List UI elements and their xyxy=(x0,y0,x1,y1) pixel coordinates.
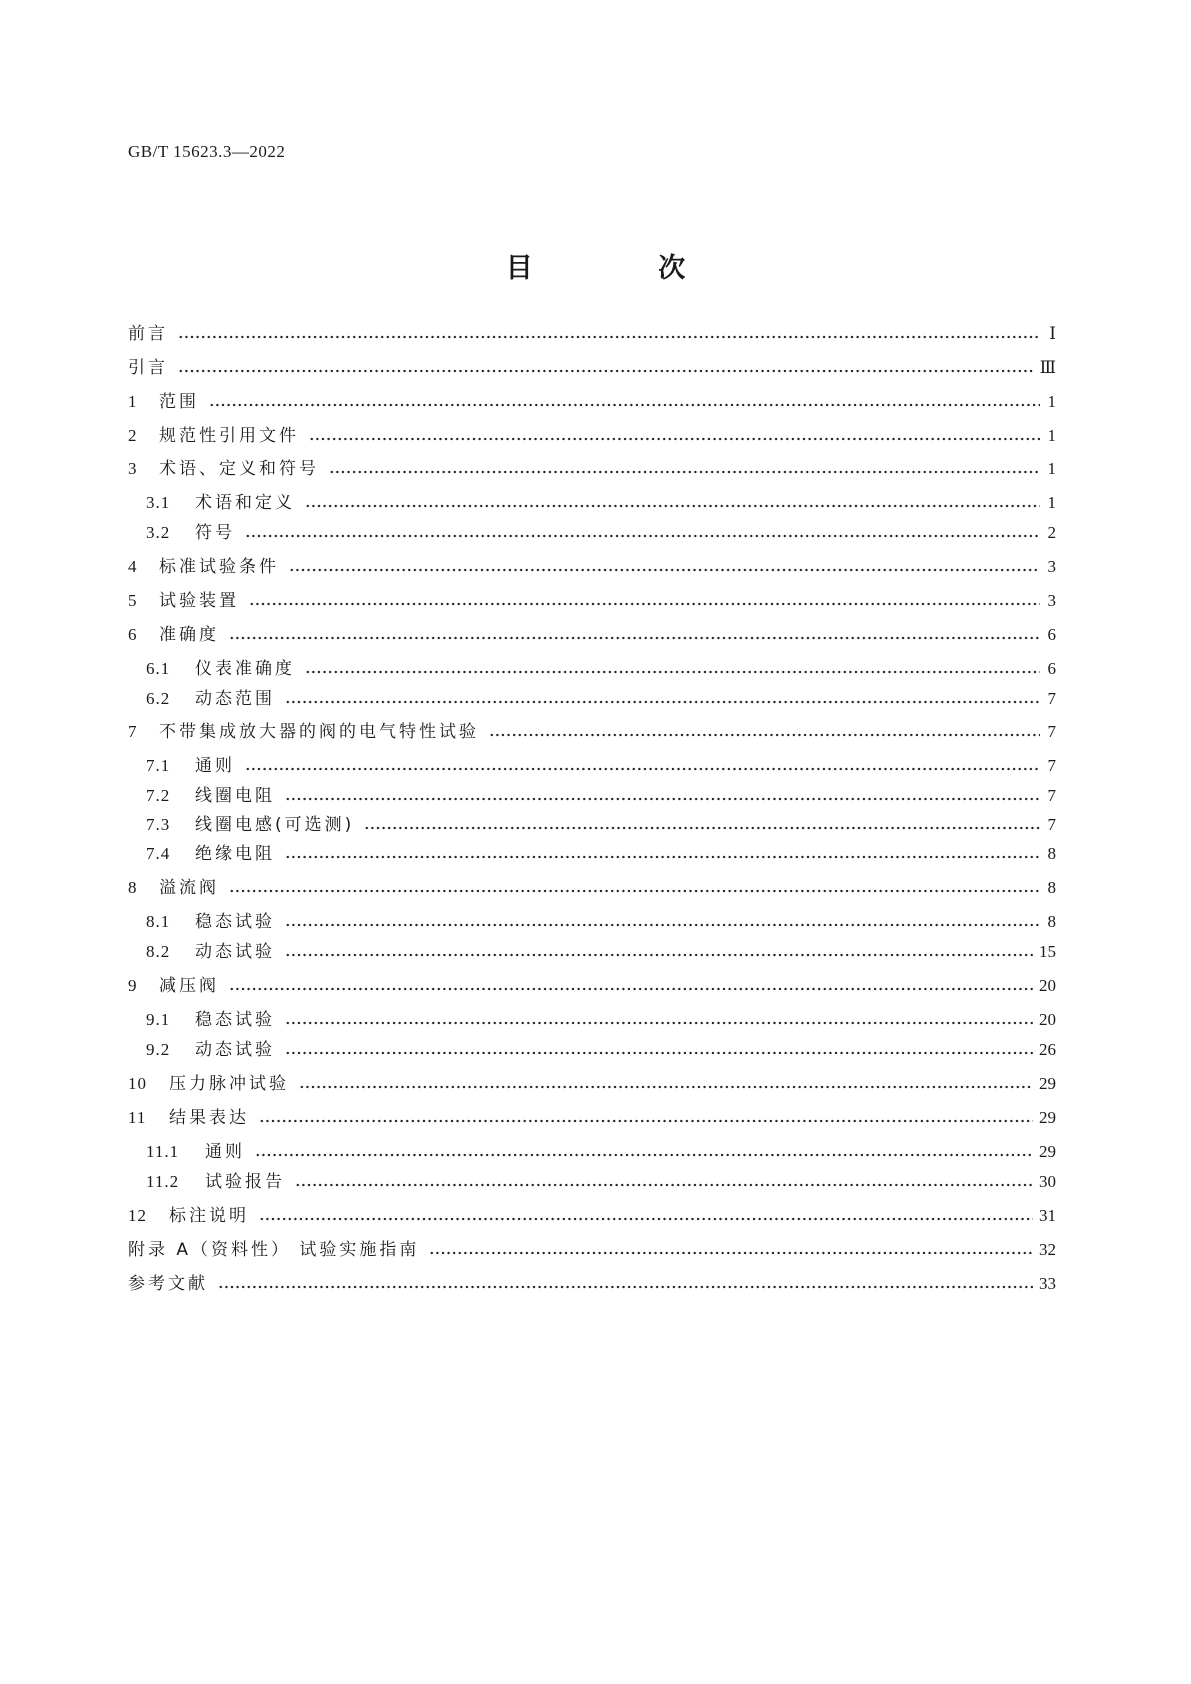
toc-leader xyxy=(285,1020,1033,1026)
toc-entry-number: 11 xyxy=(128,1108,147,1127)
toc-entry-number: 9 xyxy=(128,976,138,995)
toc-entry-text: 引言 xyxy=(128,358,168,378)
toc-entry[interactable] xyxy=(146,487,1056,513)
toc-entry-text: 范围 xyxy=(159,392,199,412)
toc-entry-page: Ⅲ xyxy=(1039,358,1056,377)
toc-leader xyxy=(209,402,1040,408)
toc-entry-number: 9.2 xyxy=(146,1040,171,1059)
toc-entry[interactable] xyxy=(128,1102,1056,1128)
toc-entry-page: 6 xyxy=(1047,625,1056,644)
toc-entry-number: 7.3 xyxy=(146,815,171,834)
toc-entry-page: 7 xyxy=(1047,689,1056,708)
toc-entry-text: 稳态试验 xyxy=(195,1010,275,1030)
toc-entry[interactable] xyxy=(146,1034,1056,1060)
toc-entry-text: 稳态试验 xyxy=(195,912,275,932)
toc-entry-number: 7.2 xyxy=(146,786,171,805)
toc-entry-number: 6 xyxy=(128,625,138,644)
toc-entry-number: 7 xyxy=(128,722,138,741)
toc-entry-page: 30 xyxy=(1039,1172,1056,1191)
toc-entry-page: 31 xyxy=(1039,1206,1056,1225)
toc-entry[interactable] xyxy=(146,683,1056,709)
toc-entry-page: 7 xyxy=(1047,786,1056,805)
toc-entry[interactable] xyxy=(146,780,1056,806)
toc-entry-text: 溢流阀 xyxy=(159,878,219,898)
toc-entry[interactable] xyxy=(128,1200,1056,1226)
toc-entry[interactable] xyxy=(146,1004,1056,1030)
toc-leader xyxy=(285,952,1033,958)
toc-entry-number: 12 xyxy=(128,1206,147,1225)
toc-leader xyxy=(329,469,1040,475)
toc-entry-page: Ⅰ xyxy=(1049,324,1056,343)
toc-entry-page: 1 xyxy=(1047,426,1056,445)
toc-entry-page: 20 xyxy=(1039,1010,1056,1029)
toc-entry-text: 绝缘电阻 xyxy=(195,844,275,864)
toc-entry-text: 不带集成放大器的阀的电气特性试验 xyxy=(159,722,479,742)
toc-entry-text: 压力脉冲试验 xyxy=(169,1074,289,1094)
toc-entry-text: 减压阀 xyxy=(159,976,219,996)
toc-entry-number: 7.1 xyxy=(146,756,171,775)
toc-entry-text: 动态范围 xyxy=(195,689,275,709)
toc-entry[interactable] xyxy=(146,809,1056,835)
toc-entry-text: 参考文献 xyxy=(128,1274,208,1294)
toc-entry-page: 29 xyxy=(1039,1142,1056,1161)
toc-entry-page: 3 xyxy=(1047,591,1056,610)
toc-entry-number: 3 xyxy=(128,459,138,478)
toc-entry-text: 试验装置 xyxy=(159,591,239,611)
toc-entry[interactable] xyxy=(128,1068,1056,1094)
toc-entry-page: 29 xyxy=(1039,1074,1056,1093)
toc-leader xyxy=(305,503,1040,509)
toc-entry-number: 1 xyxy=(128,392,138,411)
toc-leader xyxy=(364,825,1040,831)
toc-entry-text: 线圈电感(可选测) xyxy=(195,815,355,835)
toc-entry[interactable] xyxy=(128,420,1056,446)
toc-entry[interactable] xyxy=(128,551,1056,577)
toc-entry-text: 动态试验 xyxy=(195,1040,275,1060)
toc-entry-page: 7 xyxy=(1047,815,1056,834)
toc-entry[interactable] xyxy=(128,1234,1056,1260)
toc-entry-page: 7 xyxy=(1047,756,1056,775)
toc-leader xyxy=(285,699,1040,705)
toc-entry[interactable] xyxy=(146,750,1056,776)
toc-entry-number: 4 xyxy=(128,557,138,576)
toc-entry[interactable] xyxy=(146,517,1056,543)
toc-entry-page: 8 xyxy=(1047,912,1056,931)
toc-entry-page: 2 xyxy=(1047,523,1056,542)
toc-leader xyxy=(305,669,1040,675)
toc-entry-number: 5 xyxy=(128,591,138,610)
toc-entry-number: 8.2 xyxy=(146,942,171,961)
toc-leader xyxy=(489,732,1040,738)
toc-entry-number: 9.1 xyxy=(146,1010,171,1029)
toc-entry-text: 规范性引用文件 xyxy=(159,426,299,446)
toc-leader xyxy=(218,1284,1033,1290)
toc-leader xyxy=(429,1250,1033,1256)
toc-entry[interactable] xyxy=(146,936,1056,962)
toc-leader xyxy=(285,1050,1033,1056)
toc-entry-text: 试验报告 xyxy=(205,1172,285,1192)
toc-entry[interactable] xyxy=(128,386,1056,412)
toc-leader xyxy=(245,533,1040,539)
toc-entry[interactable] xyxy=(146,906,1056,932)
toc-entry-text: 仪表准确度 xyxy=(195,659,295,679)
toc-entry[interactable] xyxy=(128,352,1056,378)
toc-entry-text: 前言 xyxy=(128,324,168,344)
toc-entry-number: 11.1 xyxy=(146,1142,180,1161)
toc-entry-page: 1 xyxy=(1047,493,1056,512)
toc-entry-number: 3.1 xyxy=(146,493,171,512)
toc-leader xyxy=(259,1216,1033,1222)
toc-entry-page: 1 xyxy=(1047,392,1056,411)
toc-entry-text: 结果表达 xyxy=(169,1108,249,1128)
toc-entry[interactable] xyxy=(128,716,1056,742)
toc-leader xyxy=(295,1182,1033,1188)
toc-entry-page: 32 xyxy=(1039,1240,1056,1259)
toc-entry-page: 33 xyxy=(1039,1274,1056,1293)
toc-entry[interactable] xyxy=(146,838,1056,864)
toc-leader xyxy=(229,986,1033,992)
toc-leader xyxy=(229,888,1040,894)
toc-leader xyxy=(245,766,1040,772)
toc-entry-text: 附录 A（资料性） 试验实施指南 xyxy=(128,1240,420,1260)
toc-entry[interactable] xyxy=(128,585,1056,611)
standard-code: GB/T 15623.3—2022 xyxy=(128,142,286,161)
toc-entry[interactable] xyxy=(128,872,1056,898)
toc-entry-number: 6.1 xyxy=(146,659,171,678)
toc-entry[interactable] xyxy=(146,653,1056,679)
toc-entry-text: 符号 xyxy=(195,523,235,543)
toc-entry-page: 1 xyxy=(1047,459,1056,478)
toc-leader xyxy=(299,1084,1033,1090)
toc-entry-number: 8.1 xyxy=(146,912,171,931)
toc-leader xyxy=(229,635,1040,641)
toc-leader xyxy=(255,1152,1033,1158)
toc-entry-page: 3 xyxy=(1047,557,1056,576)
toc-entry[interactable] xyxy=(146,1136,1056,1162)
toc-leader xyxy=(285,922,1040,928)
toc-entry[interactable] xyxy=(128,453,1056,479)
toc-leader xyxy=(309,436,1040,442)
toc-entry-text: 术语、定义和符号 xyxy=(159,459,319,479)
toc-entry-number: 7.4 xyxy=(146,844,171,863)
toc-entry-text: 线圈电阻 xyxy=(195,786,275,806)
toc-entry-number: 10 xyxy=(128,1074,147,1093)
toc-leader xyxy=(285,854,1040,860)
toc-entry-page: 8 xyxy=(1047,878,1056,897)
toc-entry-text: 标准试验条件 xyxy=(159,557,279,577)
toc-entry-page: 15 xyxy=(1039,942,1056,961)
toc-entry-text: 动态试验 xyxy=(195,942,275,962)
toc-entry-text: 通则 xyxy=(195,756,235,776)
toc-entry-text: 通则 xyxy=(205,1142,245,1162)
toc-entry-number: 8 xyxy=(128,878,138,897)
toc-entry-page: 29 xyxy=(1039,1108,1056,1127)
toc-entry-page: 6 xyxy=(1047,659,1056,678)
toc-leader xyxy=(285,796,1040,802)
toc-entry[interactable] xyxy=(128,1268,1056,1294)
toc-leader xyxy=(259,1118,1033,1124)
toc-leader xyxy=(249,601,1040,607)
toc-entry[interactable] xyxy=(128,619,1056,645)
toc-leader xyxy=(178,334,1040,340)
toc-entry-number: 6.2 xyxy=(146,689,171,708)
toc-leader xyxy=(178,368,1034,374)
toc-entry-text: 准确度 xyxy=(159,625,219,645)
toc-entry-number: 2 xyxy=(128,426,138,445)
toc-entry-page: 20 xyxy=(1039,976,1056,995)
toc-entry[interactable] xyxy=(146,1166,1056,1192)
toc-entry-text: 标注说明 xyxy=(169,1206,249,1226)
toc-entry-number: 3.2 xyxy=(146,523,171,542)
toc-entry[interactable] xyxy=(128,318,1056,344)
toc-entry-page: 26 xyxy=(1039,1040,1056,1059)
toc-entry-page: 7 xyxy=(1047,722,1056,741)
toc-entry[interactable] xyxy=(128,970,1056,996)
toc-entry-number: 11.2 xyxy=(146,1172,180,1191)
toc-entry-page: 8 xyxy=(1047,844,1056,863)
page-title: 目 次 xyxy=(505,253,744,284)
toc-leader xyxy=(289,567,1040,573)
toc-entry-text: 术语和定义 xyxy=(195,493,295,513)
